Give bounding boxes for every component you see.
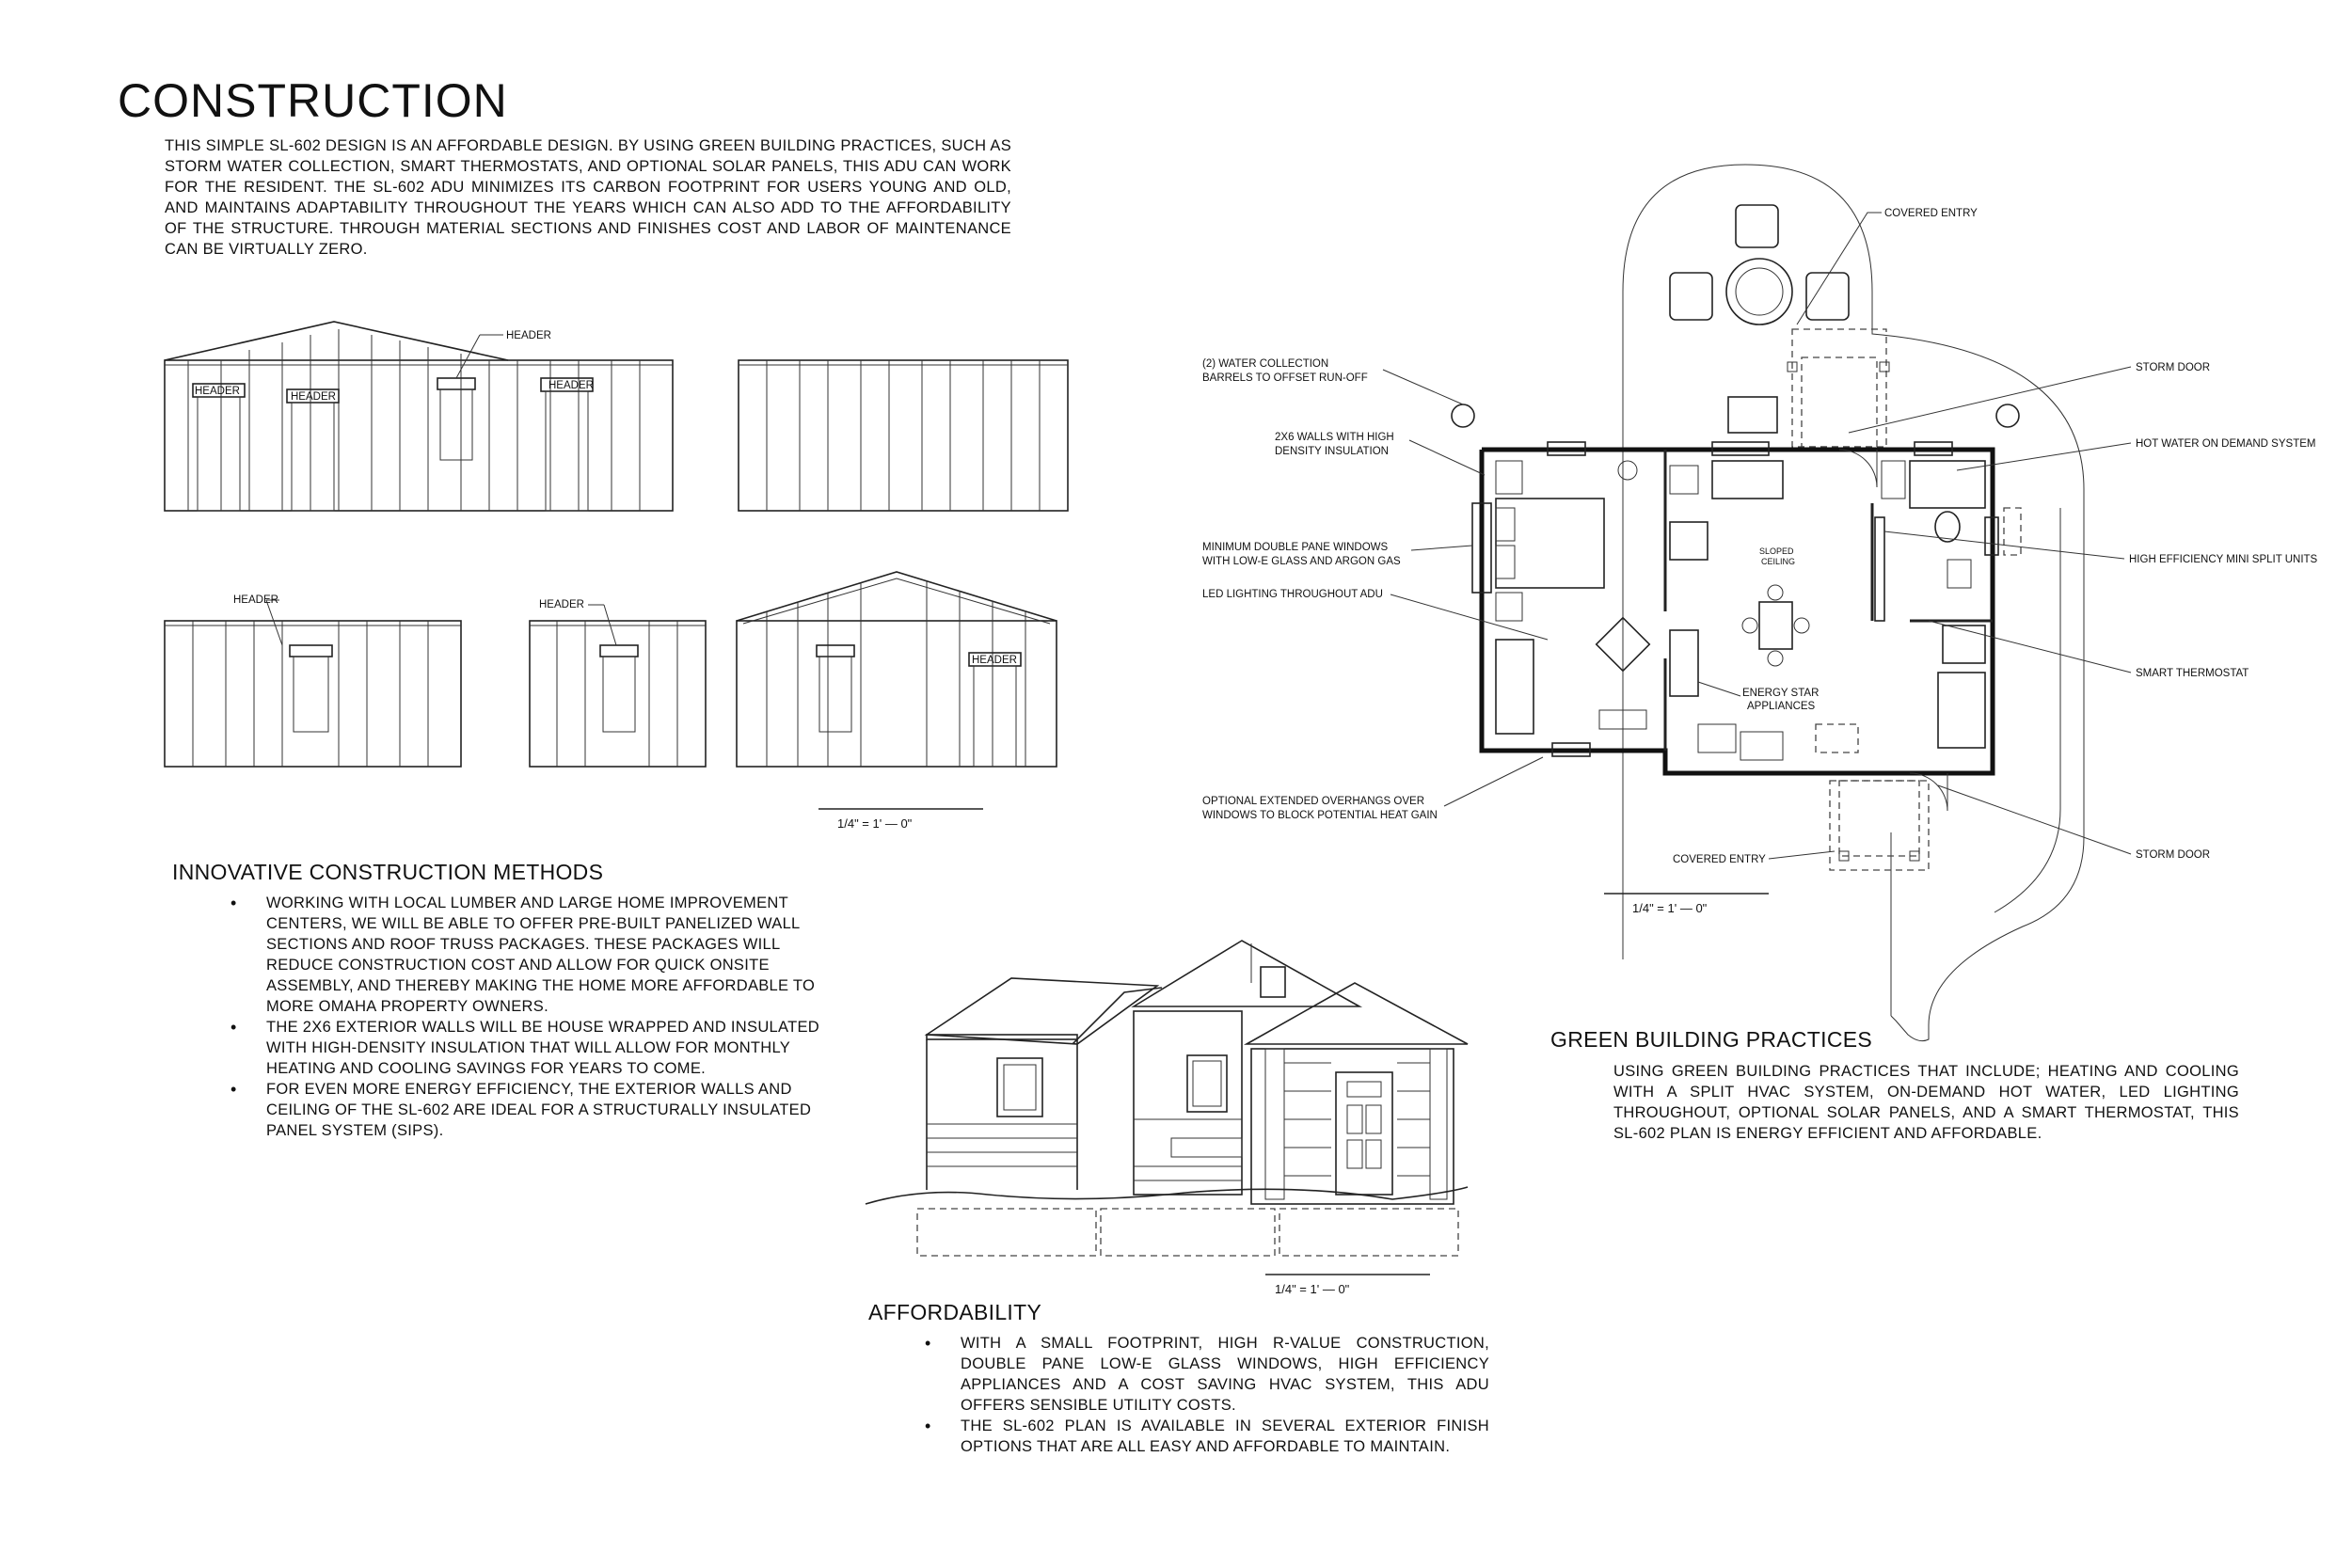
framing-scale-label: 1/4" = 1' — 0" (837, 816, 913, 831)
bathroom-fixtures (1875, 461, 2021, 748)
plan-scale-label: 1/4" = 1' — 0" (1632, 901, 1708, 915)
callout-led: LED LIGHTING THROUGHOUT ADU (1202, 589, 1383, 600)
header-callout-label: HEADER (539, 599, 584, 610)
callout-covered-entry-top: COVERED ENTRY (1884, 208, 1978, 219)
energy-star-label: APPLIANCES (1747, 701, 1816, 712)
affordability-bullet: • WITH A SMALL FOOTPRINT, HIGH R-VALUE CONSTRUCTION, DOUBLE PANE LOW-E GLASS WINDOWS, HIGH EFFICIENCY APPLIANCES AND A COST SAVING HVAC SYSTEM, THIS ADU OFFERS SENSIBLE UTILITY COSTS. (925, 1333, 1489, 1416)
innovative-bullet-list (230, 893, 833, 1141)
callout-mini-split: HIGH EFFICIENCY MINI SPLIT UNITS (2129, 554, 2318, 565)
header-label: HEADER (291, 391, 336, 403)
header-callout-label: HEADER (233, 594, 278, 606)
affordability-bullet-list (925, 1333, 1489, 1457)
callout-water: BARRELS TO OFFSET RUN-OFF (1202, 372, 1368, 384)
callout-hot-water: HOT WATER ON DEMAND SYSTEM (2136, 438, 2316, 450)
affordability-bullet: • THE SL-602 PLAN IS AVAILABLE IN SEVERAL EXTERIOR FINISH OPTIONS THAT ARE ALL EASY AND AFFORDABLE TO MAINTAIN. (925, 1416, 1489, 1457)
callout-thermostat: SMART THERMOSTAT (2136, 668, 2249, 679)
wall-framing-elevation-gable (737, 572, 1057, 767)
house-exterior-elevation (866, 941, 1468, 1256)
floor-plan-doors (1839, 450, 1947, 811)
green-heading: GREEN BUILDING PRACTICES (1550, 1027, 1873, 1052)
framing-scale-bar (818, 809, 983, 831)
green-paragraph: USING GREEN BUILDING PRACTICES THAT INCLUDE; HEATING AND COOLING WITH A SPLIT HVAC SYSTEM, ON-DEMAND HOT WATER, LED LIGHTING THROUGHOUT, OPTIONAL SOLAR PANELS, AND A SMART THERMOSTAT, THIS SL-602 PLAN IS ENERGY EFFICIENT AND AFFORDABLE. (1613, 1063, 2239, 1142)
water-barrel-icon (1452, 404, 1474, 427)
callout-covered-entry-bottom: COVERED ENTRY (1673, 854, 1766, 865)
callout-walls: DENSITY INSULATION (1275, 446, 1389, 457)
header-label: HEADER (548, 380, 594, 391)
callout-storm-door-bottom: STORM DOOR (2136, 849, 2211, 861)
sloped-ceiling-label: SLOPED (1759, 546, 1794, 556)
header-label: HEADER (195, 386, 240, 397)
living-furniture (1670, 461, 1858, 760)
callout-windows: MINIMUM DOUBLE PANE WINDOWS (1202, 542, 1389, 553)
innovative-bullet: • WORKING WITH LOCAL LUMBER AND LARGE HOME IMPROVEMENT CENTERS, WE WILL BE ABLE TO OFFER PRE-BUILT PANELIZED WALL SECTIONS AND ROOF TRUSS PACKAGES. THESE PACKAGES WILL REDUCE CONSTRUCTION COST AND ALLOW FOR QUICK ONSITE ASSEMBLY, AND THEREBY MAKING THE HOME MORE AFFORDABLE TO MORE OMAHA PROPERTY OWNERS. (230, 893, 833, 1017)
patio-furniture (1670, 205, 1849, 433)
callout-water: (2) WATER COLLECTION (1202, 358, 1329, 370)
intro-paragraph: THIS SIMPLE SL-602 DESIGN IS AN AFFORDABLE DESIGN. BY USING GREEN BUILDING PRACTICES, SUCH AS STORM WATER COLLECTION, SMART THERMOSTATS, AND OPTIONAL SOLAR PANELS, THIS ADU CAN WORK FOR THE RESIDENT. THE SL-602 ADU MINIMIZES ITS CARBON FOOTPRINT FOR USERS YOUNG AND OLD, AND MAINTAINS ADAPTABILITY THROUGHOUT THE YEARS WHICH CAN ALSO ADD TO THE AFFORDABILITY OF THE STRUCTURE. THROUGH MATERIAL SECTIONS AND FINISHES COST AND LABOR OF MAINTENANCE CAN BE VIRTUALLY ZERO. (165, 137, 1011, 258)
callout-storm-door-top: STORM DOOR (2136, 362, 2211, 373)
callout-overhang: WINDOWS TO BLOCK POTENTIAL HEAT GAIN (1202, 810, 1438, 821)
innovative-bullet: • THE 2X6 EXTERIOR WALLS WILL BE HOUSE WRAPPED AND INSULATED WITH HIGH-DENSITY INSULATION THAT WILL ALLOW FOR MONTHLY HEATING AND COOLING SAVINGS FOR YEARS TO COME. (230, 1017, 833, 1079)
sloped-ceiling-label: CEILING (1761, 557, 1796, 566)
innovative-section (172, 860, 850, 1141)
callout-overhang: OPTIONAL EXTENDED OVERHANGS OVER (1202, 796, 1425, 807)
water-barrel-icon (1996, 404, 2019, 427)
elevation-scale-bar (1265, 1275, 1430, 1296)
affordability-section (868, 1300, 1508, 1457)
energy-star-label: ENERGY STAR (1742, 688, 1820, 699)
bedroom-furniture (1496, 461, 1649, 734)
affordability-heading: AFFORDABILITY (868, 1300, 1042, 1324)
covered-entry-top (1788, 329, 1889, 447)
covered-entry-bottom (1830, 781, 1929, 870)
wall-framing-elevation-small (530, 599, 706, 767)
floor-plan-windows (1472, 442, 1998, 756)
elevation-scale-label: 1/4" = 1' — 0" (1275, 1282, 1350, 1296)
plan-scale-bar (1604, 894, 1769, 915)
innovative-bullet: • FOR EVEN MORE ENERGY EFFICIENCY, THE EXTERIOR WALLS AND CEILING OF THE SL-602 ARE IDEAL FOR A STRUCTURALLY INSULATED PANEL SYSTEM (SIPS). (230, 1079, 833, 1141)
callout-walls: 2x6 WALLS WITH HIGH (1275, 432, 1394, 443)
header-label: HEADER (972, 655, 1017, 666)
header-callout-label: HEADER (506, 330, 551, 341)
wall-framing-elevation-rear (165, 594, 461, 767)
innovative-heading: INNOVATIVE CONSTRUCTION METHODS (172, 860, 604, 884)
callout-windows: WITH LOW-E GLASS AND ARGON GAS (1202, 556, 1401, 567)
page-title: CONSTRUCTION (118, 74, 508, 127)
wall-framing-elevation-front (165, 322, 673, 511)
wall-framing-elevation-side (739, 360, 1068, 511)
